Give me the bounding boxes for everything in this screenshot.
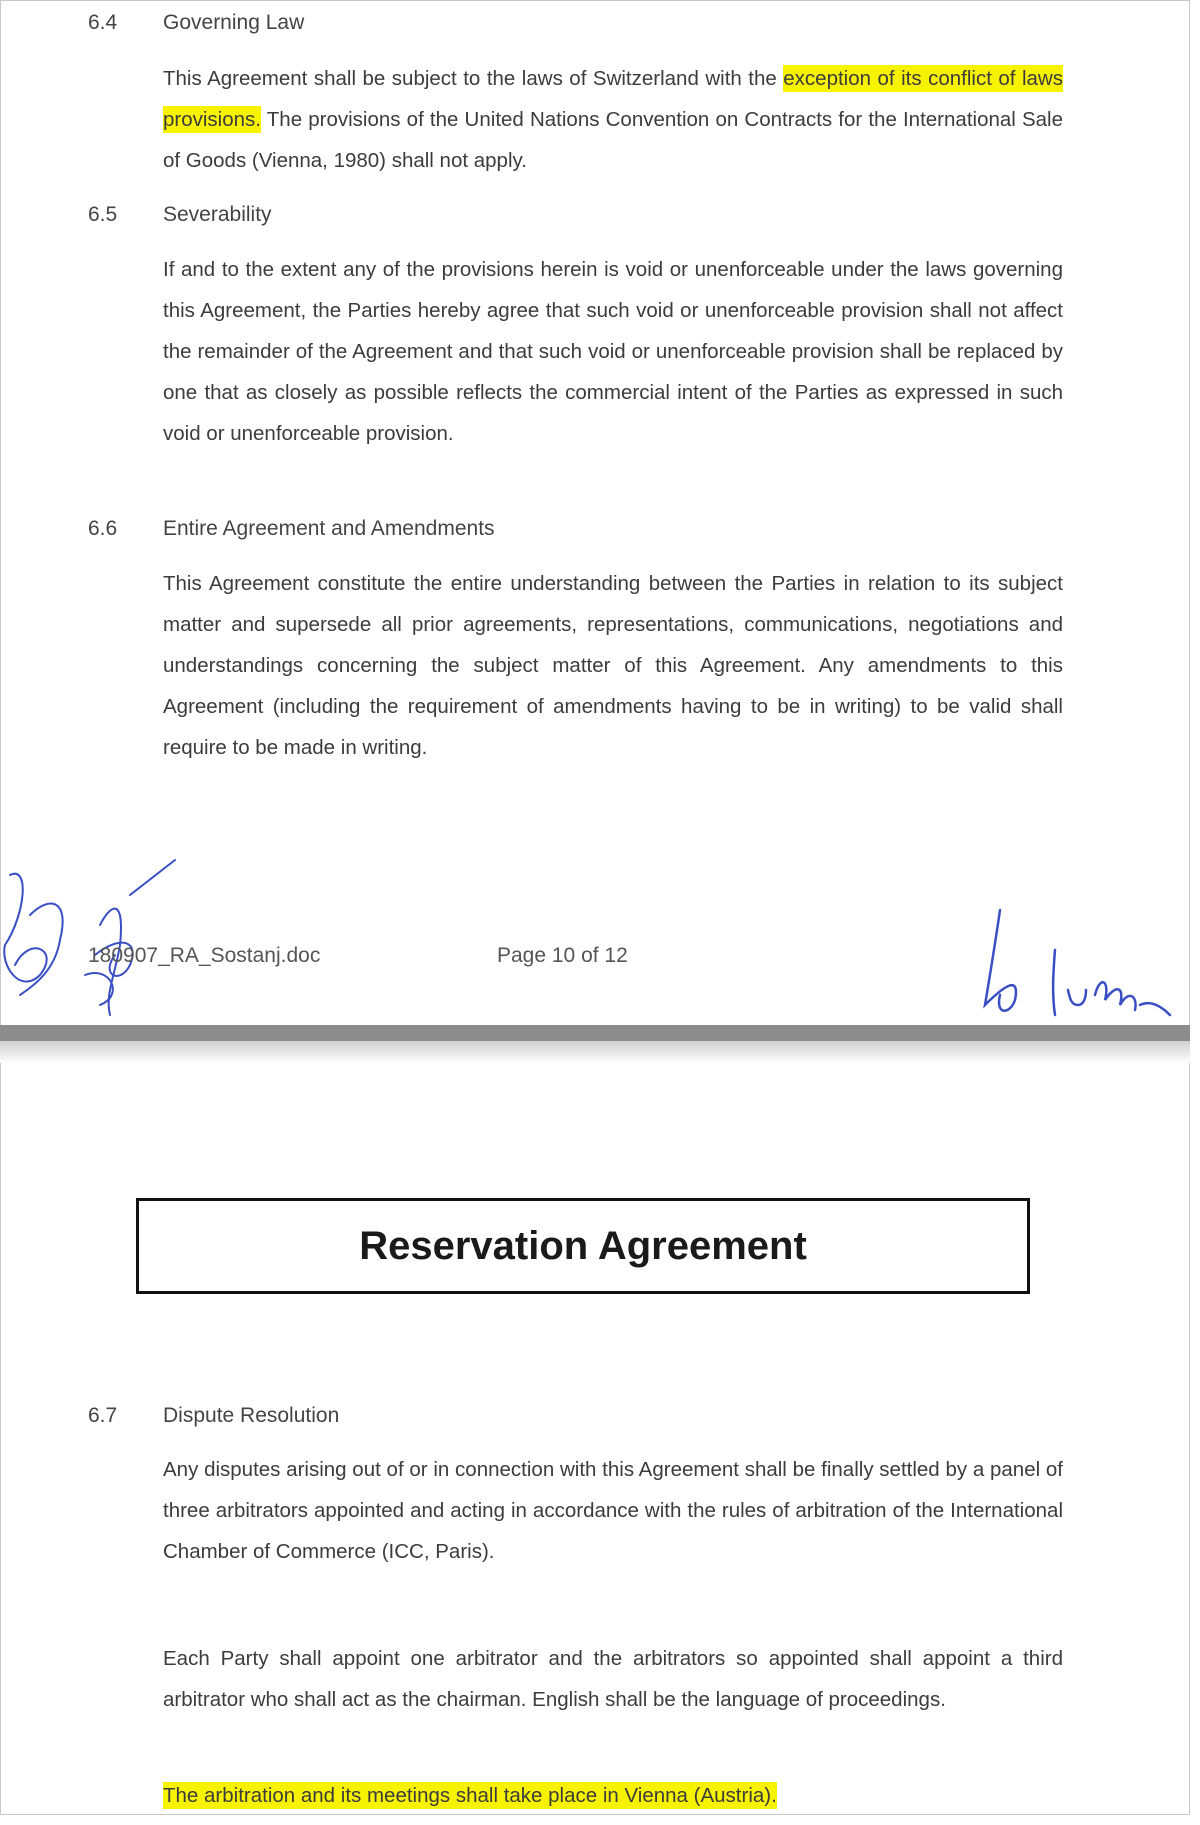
- section-number: 6.5: [88, 203, 118, 226]
- paragraph-dispute-resolution-3: [163, 1775, 1063, 1816]
- footer-filename: 180907_RA_Sostanj.doc: [88, 944, 321, 967]
- paragraph-entire-agreement: This Agreement constitute the entire understanding between the Parties in relation to its subject matter and supersede all prior agreements, representations, communications, negotiations and understandings concerning the subject matter of this Agreement. Any amendments to this Agreement (including the requirement of amendments having to be in writing) to be valid shall require to be made in writing.: [163, 572, 1063, 759]
- paragraph-dispute-resolution-2: Each Party shall appoint one arbitrator and the arbitrators so appointed shall appoint a third arbitrator who shall act as the chairman. English shall be the language of proceedings.: [163, 1647, 1063, 1711]
- signature-left: [0, 855, 180, 1025]
- section-heading-entire-agreement: Entire Agreement and Amendments: [163, 517, 495, 540]
- paragraph-severability: If and to the extent any of the provisions herein is void or unenforceable under the laws governing this Agreement, the Parties hereby agree that such void or unenforceable provision shall not affect the remainder of the Agreement and that such void or unenforceable provision shall be replaced by one that as closely as possible reflects the commercial intent of the Parties as expressed in such void or unenforceable provision.: [163, 258, 1063, 445]
- page-break-divider: [0, 1025, 1190, 1041]
- text-segment: This Agreement shall be subject to the laws of Switzerland with the: [163, 67, 784, 90]
- section-number: 6.4: [88, 11, 118, 34]
- section-number: 6.6: [88, 517, 118, 540]
- signature-right: [960, 905, 1190, 1025]
- paragraph-governing-law: [163, 58, 1063, 181]
- section-number: 6.7: [88, 1404, 118, 1427]
- highlighted-text: The arbitration and its meetings shall take place in Vienna (Austria).: [163, 1784, 777, 1807]
- section-heading-governing-law: Governing Law: [163, 11, 305, 34]
- footer-page-number: Page 10 of 12: [497, 944, 628, 967]
- paragraph-dispute-resolution-1: Any disputes arising out of or in connection with this Agreement shall be finally settled by a panel of three arbitrators appointed and acting in accordance with the rules of arbitration of the International Chamber of Commerce (ICC, Paris).: [163, 1458, 1063, 1563]
- section-heading-dispute-resolution: Dispute Resolution: [163, 1404, 340, 1427]
- page-break-shadow: [0, 1041, 1190, 1063]
- highlighted-text: exception of its conflict of laws provisions.: [163, 67, 1063, 131]
- document-title: Reservation Agreement: [359, 1223, 807, 1268]
- document-title-box: [136, 1198, 1030, 1294]
- text-segment: The provisions of the United Nations Convention on Contracts for the International Sale of Goods (Vienna, 1980) shall not apply.: [163, 108, 1063, 172]
- section-heading-severability: Severability: [163, 203, 272, 226]
